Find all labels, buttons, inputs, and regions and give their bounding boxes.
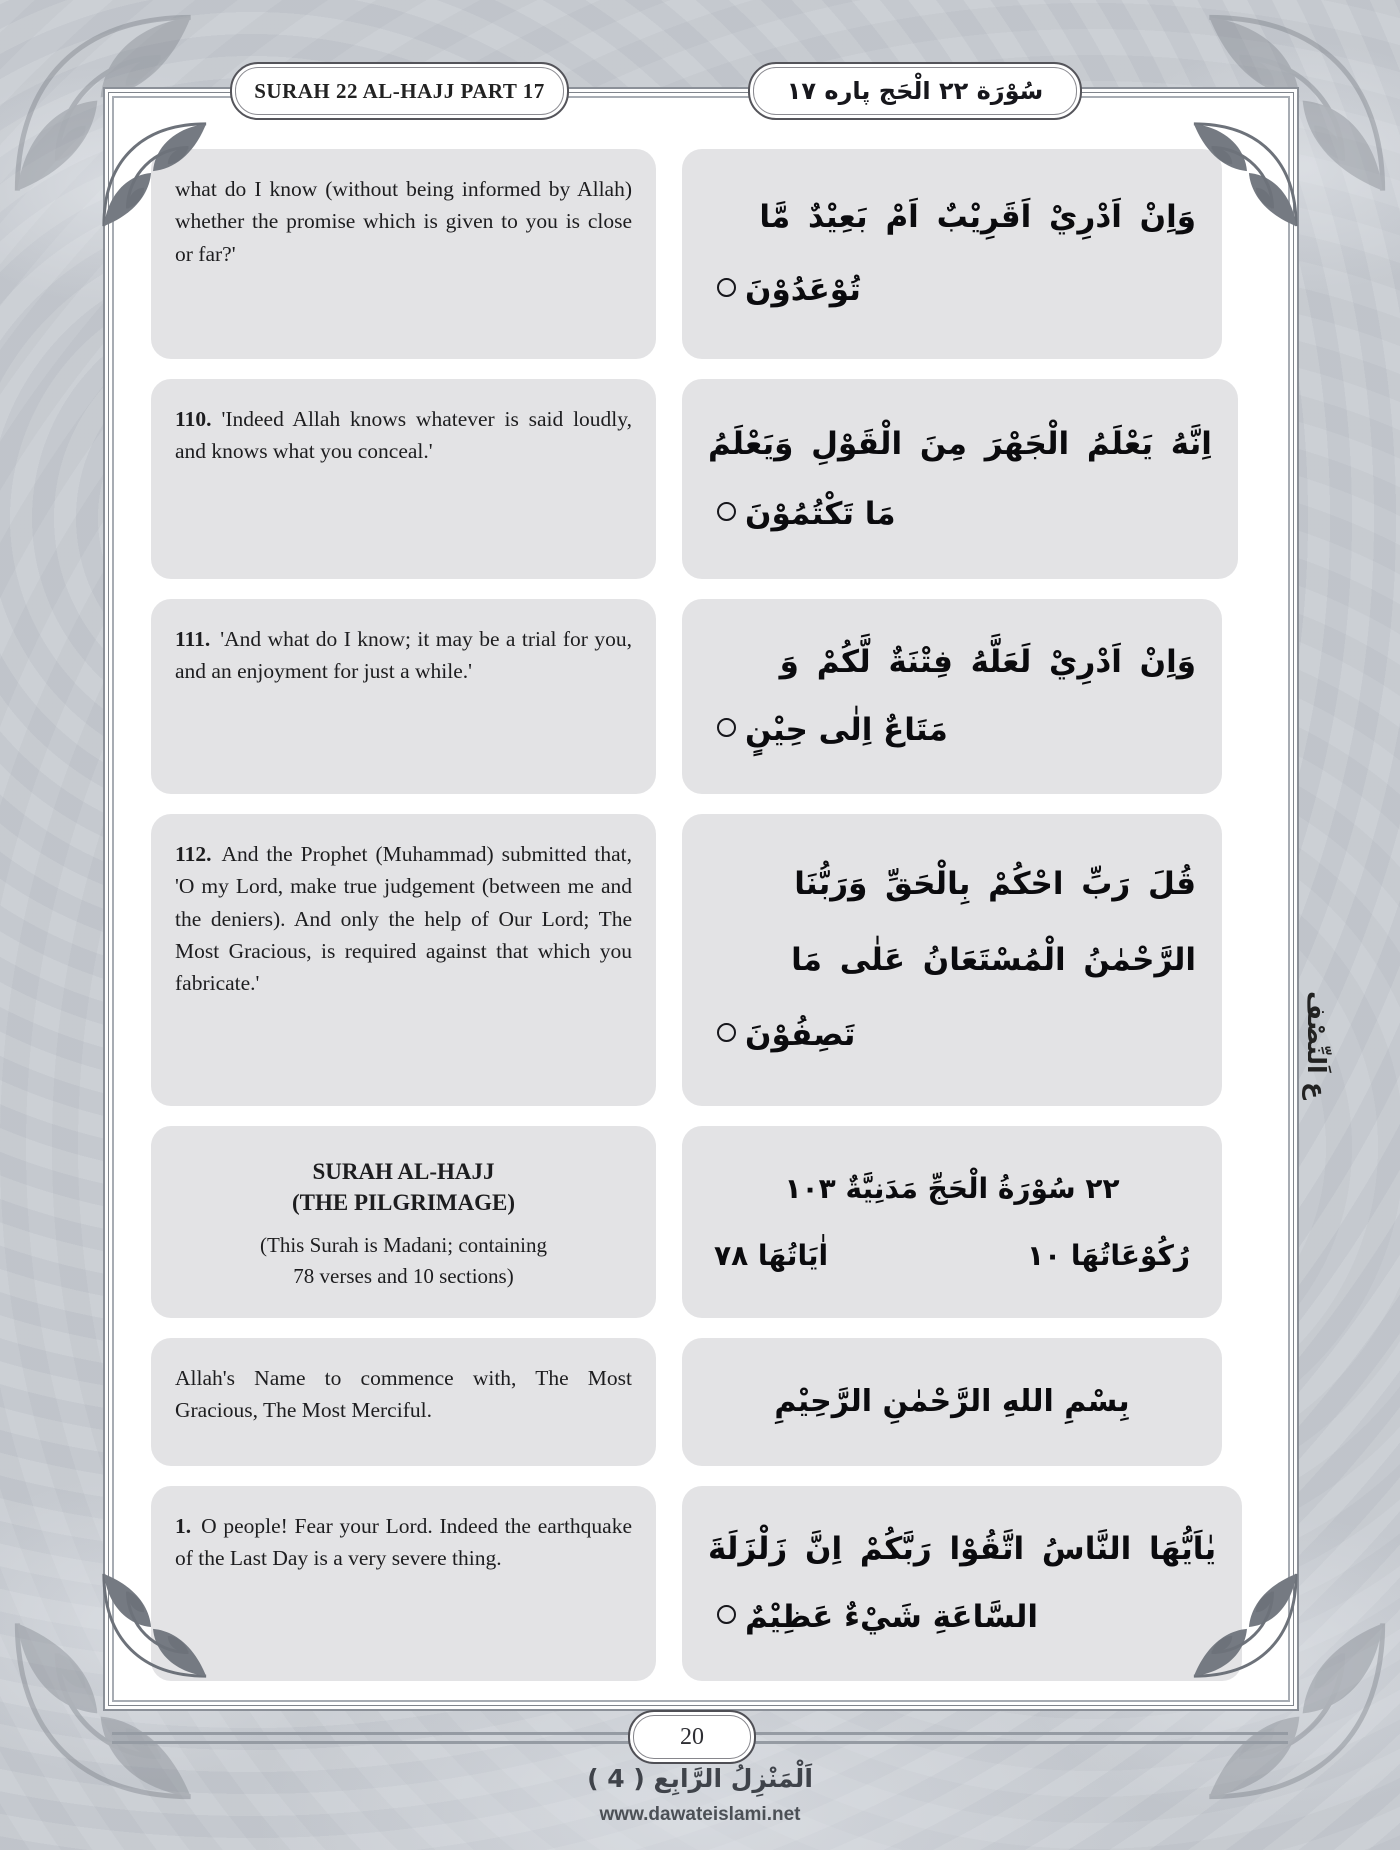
english-translation-box	[151, 379, 656, 579]
website-url: www.dawateislami.net	[599, 1804, 801, 1825]
arabic-line: اِنَّهُ يَعْلَمُ الْجَهْرَ مِنَ الْقَوْلِ وَيَعْلَمُ	[708, 425, 1212, 462]
ayah-end-marker	[717, 502, 736, 521]
page-frame	[108, 92, 1294, 1706]
verse-row	[151, 149, 1222, 359]
verse-number: 112.	[175, 842, 212, 866]
corner-vine-ornament	[96, 1566, 214, 1684]
page-number-badge	[628, 1710, 756, 1764]
verse-row	[151, 599, 1222, 794]
ayah-end-marker	[717, 1605, 736, 1624]
verse-number: 111.	[175, 627, 211, 651]
bismillah-row	[151, 1338, 1222, 1466]
arabic-surah-stats-line	[708, 1238, 1196, 1273]
ruku-marker: ع	[1302, 1082, 1331, 1100]
surah-info-line: 78 verses and 10 sections)	[293, 1263, 514, 1288]
ayah-end-marker	[717, 278, 736, 297]
english-translation-text: Allah's Name to commence with, The Most Gracious, The Most Merciful.	[175, 1366, 632, 1423]
arabic-line: قُلَ رَبِّ احْكُمْ بِالْحَقِّ وَرَبُّنَا	[794, 865, 1196, 902]
volume-label-arabic: اَلْمَنْزِلُ الرَّابِع ( 4 )	[587, 1764, 813, 1793]
arabic-surah-title-line: ٢٢ سُوْرَةُ الْحَجِّ مَدَنِيَّةٌ ١٠٣	[784, 1172, 1120, 1206]
arabic-line: وَاِنْ اَدْرِيْ لَعَلَّهُ فِتْنَةٌ لَّكُمْ وَ	[779, 643, 1196, 680]
ayah-end-marker	[717, 1023, 736, 1042]
english-translation-text: what do I know (without being informed by Allah) whether the promise which is given to you is close or far?'	[175, 177, 632, 266]
page-number: 20	[680, 1723, 704, 1750]
verse-number: 1.	[175, 1514, 192, 1538]
verse-row	[151, 814, 1222, 1106]
verses-count-arabic: اٰيَاتُهَا ٧٨	[714, 1238, 829, 1272]
arabic-line: مَا تَكْتُمُوْنَ	[708, 495, 1212, 534]
corner-vine-ornament	[96, 116, 214, 234]
english-translation-box	[151, 1486, 656, 1681]
arabic-line: تَصِفُوْنَ	[708, 1016, 1196, 1055]
english-translation-text: 110. 'Indeed Allah knows whatever is said loudly, and knows what you conceal.'	[175, 407, 632, 464]
header-title-english-text: SURAH 22 AL-HAJJ PART 17	[254, 78, 545, 103]
header-title-arabic-text: سُوْرَة ٢٢ الْحَج پاره ١٧	[786, 77, 1044, 105]
verse-row	[151, 1486, 1222, 1681]
ayah-end-marker	[717, 718, 736, 737]
arabic-line: وَاِنْ اَدْرِيْ اَقَرِيْبٌ اَمْ بَعِيْدٌ مَّا	[759, 198, 1196, 235]
page-content	[151, 149, 1222, 1681]
arabic-verse-box	[682, 379, 1238, 579]
arabic-line: مَتَاعٌ اِلٰى حِيْنٍ	[708, 711, 1196, 750]
english-translation-box	[151, 149, 656, 359]
arabic-line: يٰاَيُّهَا النَّاسُ اتَّقُوْا رَبَّكُمْ اِنَّ زَلْزَلَةَ	[708, 1530, 1217, 1567]
corner-vine-ornament	[1186, 116, 1304, 234]
arabic-line: السَّاعَةِ شَيْءٌ عَظِيْمٌ	[708, 1598, 1216, 1637]
surah-title-translation: (THE PILGRIMAGE)	[292, 1190, 515, 1216]
surah-info-line: (This Surah is Madani; containing	[260, 1233, 547, 1258]
surah-title: SURAH AL-HAJJ	[312, 1159, 495, 1184]
english-translation-text: 111. 'And what do I know; it may be a trial for you, and an enjoyment for just a while.'	[175, 627, 632, 684]
verse-row	[151, 379, 1222, 579]
header-title-english	[230, 62, 569, 120]
surah-title-arabic-box	[682, 1126, 1222, 1318]
english-translation-box	[151, 814, 656, 1106]
arabic-line: تُوْعَدُوْنَ	[708, 271, 1196, 310]
corner-vine-ornament	[1186, 1566, 1304, 1684]
english-translation-text: 112. And the Prophet (Muhammad) submitted that, 'O my Lord, make true judgement (between me and the deniers). And only the help of Our Lord; The Most Gracious, is required against that which you fabricate.'	[175, 842, 632, 995]
verse-number: 110.	[175, 407, 212, 431]
bismillah-arabic: بِسْمِ اللهِ الرَّحْمٰنِ الرَّحِيْمِ	[774, 1384, 1130, 1420]
nisf-marker: اَلنِّصْف	[1302, 990, 1331, 1074]
arabic-verse-box	[682, 599, 1222, 794]
arabic-verse-box	[682, 814, 1222, 1106]
bismillah-arabic-box	[682, 1338, 1222, 1466]
english-translation-text: 1. O people! Fear your Lord. Indeed the earthquake of the Last Day is a very severe thing.	[175, 1514, 632, 1571]
header-title-arabic	[748, 62, 1082, 120]
arabic-line: الرَّحْمٰنُ الْمُسْتَعَانُ عَلٰى مَا	[791, 941, 1196, 978]
english-translation-box	[151, 1338, 656, 1466]
arabic-verse-box	[682, 149, 1222, 359]
arabic-verse-box	[682, 1486, 1242, 1681]
english-translation-box	[151, 599, 656, 794]
margin-division-note	[1302, 975, 1331, 1125]
surah-title-box	[151, 1126, 656, 1318]
surah-heading-row	[151, 1126, 1222, 1318]
sections-count-arabic: رُكُوْعَاتُهَا ١٠	[1026, 1238, 1190, 1272]
